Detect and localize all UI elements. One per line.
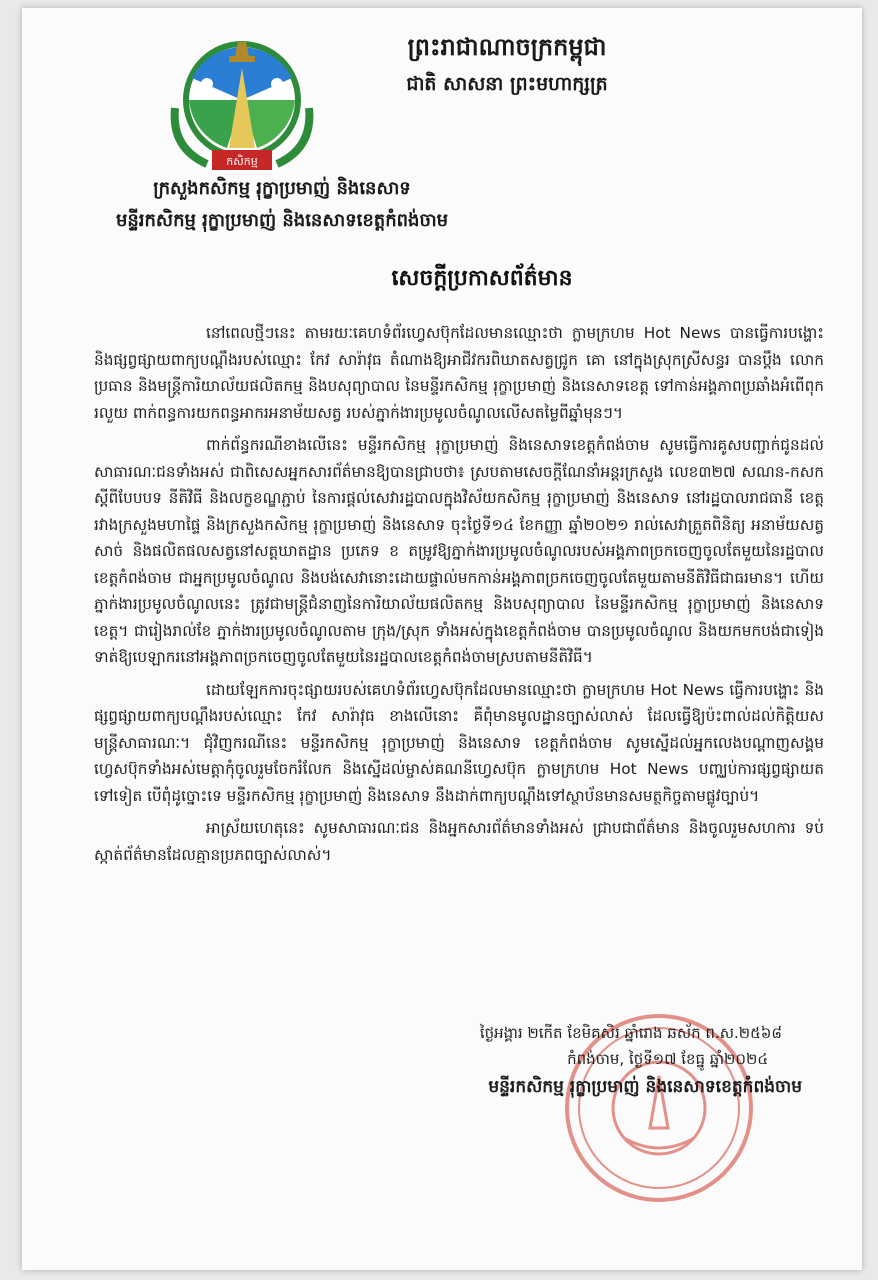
logo-text: កសិកម្ម [226, 155, 258, 168]
national-motto: ជាតិ សាសនា ព្រះមហាក្សត្រ [406, 73, 608, 95]
ministry-logo [167, 38, 317, 178]
department-name: មន្ទីរកសិកម្ម រុក្ខាប្រមាញ់ និងនេសាទខេត្តកំពង់ចាម [115, 210, 449, 231]
paragraph-1: នៅពេលថ្មីៗនេះ តាមរយៈគេហទំព័រហ្វេសប៊ុកដែលមានឈ្មោះថា ក្លាមក្រហម Hot News បានធ្វើការបង្ហោះ និងផ្សព្វផ្សាយពាក្យបណ្តឹងរបស់ឈ្មោះ កែវ សារ៉ាវុធ តំណាងឱ្យអាជីវករពិឃាតសត្វជ្រូក គោ នៅក្នុងស្រុកស្រីសន្ធរ បានប្តឹង លោកប្រធាន និងមន្ត្រីការិយាល័យផលិតកម្ម និងបសុព្យាបាល នៃមន្ទីរកសិកម្ម រុក្ខាប្រមាញ់ និងនេសាទខេត្ត ទៅកាន់អង្គភាពប្រឆាំងអំពើពុករលួយ ពាក់ពន្ធការយកពន្ធអាករអនាម័យសត្វ របស់ភ្នាក់ងារប្រមូលចំណូលលើសតម្លៃពីឆ្នាំមុនៗ។ [94, 324, 824, 422]
signatory: មន្ទីរកសិកម្ម រុក្ខាប្រមាញ់ និងនេសាទខេត្តកំពង់ចាម [488, 1077, 802, 1097]
solar-date: កំពង់ចាម, ថ្ងៃទី១៧ ខែធ្នូ ឆ្នាំ២០២៤ [567, 1050, 768, 1068]
paragraph-2: ពាក់ព័ន្ធករណីខាងលើនេះ មន្ទីរកសិកម្ម រុក្ខាប្រមាញ់ និងនេសាទខេត្តកំពង់ចាម សូមធ្វើការគូសបញ្ជាក់ជូនដល់សាធារណៈជនទាំងអស់ ជាពិសេសអ្នកសារព័ត៌មានឱ្យបានជ្រាបថា៖ ស្របតាមសេចក្តីណែនាំអន្តរក្រសួង លេខ៣២៧ សណន-កសក ស្តីពីបែបបទ នីតិវិធី និងលក្ខខណ្ឌភ្ជាប់ នៃការផ្តល់សេវារដ្ឋបាលក្នុងវិស័យកសិកម្ម រុក្ខាប្រមាញ់ និងនេសាទ នៅរដ្ឋបាលរាជធានី ខេត្ត រវាងក្រសួងមហាផ្ទៃ និងក្រសួងកសិកម្ម រុក្ខាប្រមាញ់ និងនេសាទ ចុះថ្ងៃទី១៤ ខែកញ្ញា ឆ្នាំ២០២១ រាល់សេវាត្រួតពិនិត្យ អនាម័យសត្វសាច់ និងផលិតផលសត្វនៅសត្តឃាតដ្ឋាន ប្រភេទ ខ តម្រូវឱ្យភ្នាក់ងារប្រមូលចំណូលរបស់អង្គភាពច្រកចេញចូលតែមួយនៃរដ្ឋបាលខេត្តកំពង់ចាម ជាអ្នកប្រមូលចំណូល និងបង់សេវានោះដោយផ្ទាល់មកកាន់អង្គភាពច្រកចេញចូលតែមួយតាមនីតិវិធីជាធរមាន។ ហើយភ្នាក់ងារប្រមូលចំណូលនេះ ត្រូវជាមន្ត្រីជំនាញនៃការិយាល័យផលិតកម្ម និងបសុព្យាបាល នៃមន្ទីរកសិកម្ម រុក្ខាប្រមាញ់ និងនេសាទខេត្ត។ ជារៀងរាល់ខែ ភ្នាក់ងារប្រមូលចំណូលតាម ក្រុង/ស្រុក ទាំងអស់ក្នុងខេត្តកំពង់ចាម បានប្រមូលចំណូល និងយកមកបង់ជាទៀងទាត់ឱ្យបេឡាករនៅអង្គភាពច្រកចេញចូលតែមួយនៃរដ្ឋបាលខេត្តកំពង់ចាមស្របតាមនីតិវិធី។ [94, 436, 824, 666]
document-title: សេចក្តីប្រកាសព័ត៌មាន [391, 265, 573, 291]
signature-block [480, 1020, 802, 1102]
document-body [94, 320, 824, 874]
ministry-name: ក្រសួងកសិកម្ម រុក្ខាប្រមាញ់ និងនេសាទ [153, 178, 411, 199]
lunar-date: ថ្ងៃអង្គារ ២កើត ខែមិគសិរ ឆ្នាំរោង ឆស័ក ព.ស.២៥៦៨ [479, 1024, 782, 1042]
paragraph-4: អាស្រ័យហេតុនេះ សូមសាធារណៈជន និងអ្នកសារព័ត៌មានទាំងអស់ ជ្រាបជាព័ត៌មាន និងចូលរួមសហការ ទប់ស្កាត់ព័ត៌មានដែលគ្មានប្រភពច្បាស់លាស់។ [94, 819, 824, 864]
document-page [22, 8, 862, 1270]
kingdom-title: ព្រះរាជាណាចក្រកម្ពុជា [407, 32, 607, 61]
paragraph-3: ដោយឡែកការចុះផ្សាយរបស់គេហទំព័រហ្វេសប៊ុកដែលមានឈ្មោះថា ក្លាមក្រហម Hot News ធ្វើការបង្ហោះ និងផ្សព្វផ្សាយពាក្យបណ្តឹងរបស់ឈ្មោះ កែវ សារ៉ាវុធ ខាងលើនោះ គឺពុំមានមូលដ្ឋានច្បាស់លាស់ ដែលធ្វើឱ្យប៉ះពាល់ដល់កិត្តិយសមន្ត្រីសាធារណៈ។ ជុំវិញករណីនេះ មន្ទីរកសិកម្ម រុក្ខាប្រមាញ់ និងនេសាទ ខេត្តកំពង់ចាម សូមស្នើដល់អ្នកលេងបណ្តាញសង្គមហ្វេសប៊ុកទាំងអស់មេត្តាកុំចូលរួមចែករំលែក និងស្នើដល់ម្ចាស់គណនីហ្វេសប៊ុក ក្លាមក្រហម Hot News បញ្ឈប់ការផ្សព្វផ្សាយតទៅទៀត បើពុំដូច្នោះទេ មន្ទីរកសិកម្ម រុក្ខាប្រមាញ់ និងនេសាទ នឹងដាក់ពាក្យបណ្តឹងទៅស្ថាប័នមានសមត្ថកិច្ចតាមផ្លូវច្បាប់។ [94, 680, 824, 805]
